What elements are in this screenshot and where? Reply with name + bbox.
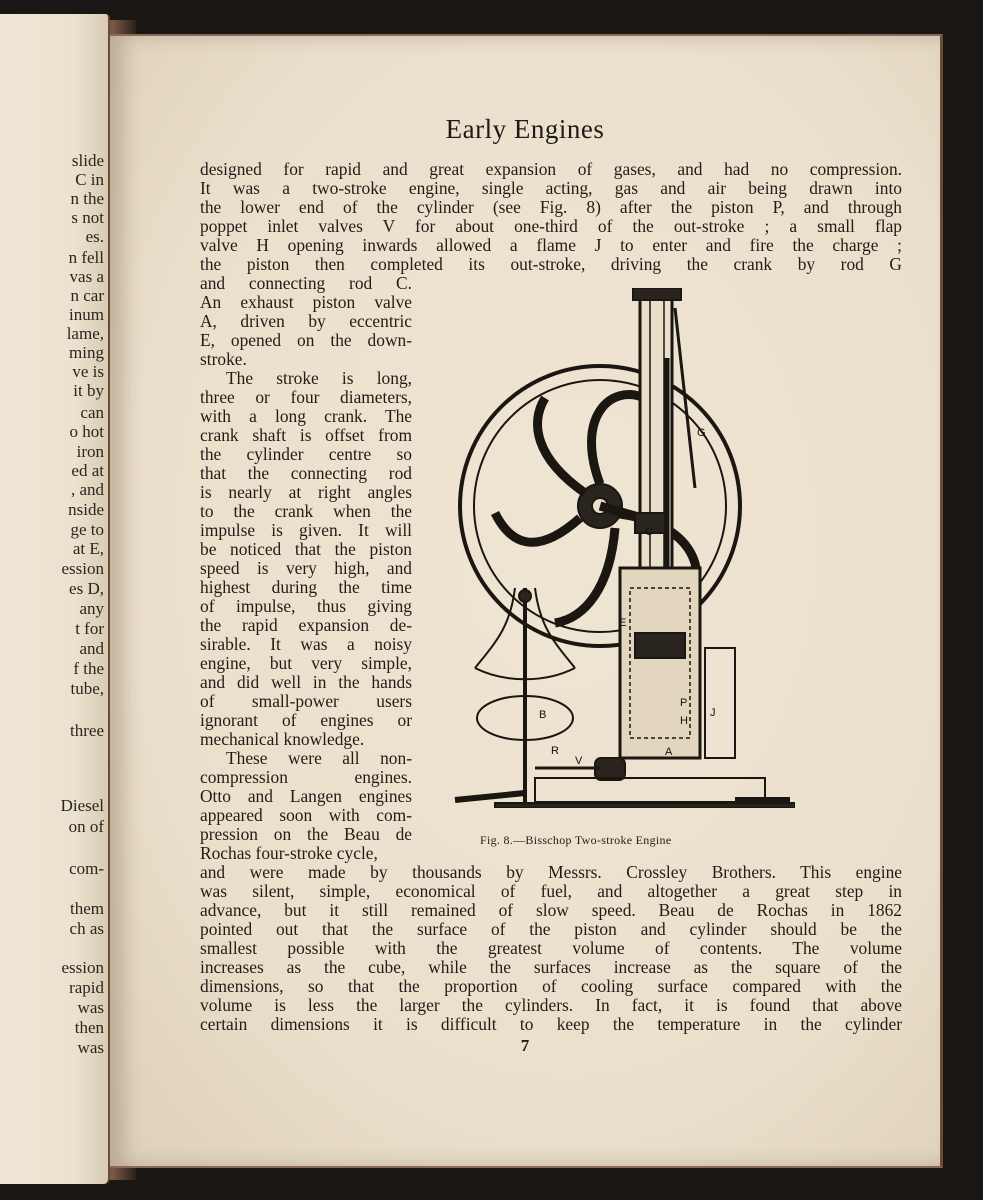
text-line: appeared soon with com- (200, 805, 412, 825)
left-fragment: es D, (69, 579, 104, 598)
figure-label-a: A (665, 746, 673, 758)
text-line: the cylinder centre so (200, 444, 412, 464)
text-line: Rochas four-stroke cycle, (200, 843, 378, 863)
text-line: valve H opening inwards allowed a flame J to enter and fire the charge ; (200, 235, 902, 255)
left-fragment: lame, (66, 324, 104, 343)
figure-label-h: H (680, 715, 688, 727)
text-line: and did well in the hands (200, 672, 412, 692)
left-fragment: n the (70, 189, 104, 208)
text-line: A, driven by eccentric (200, 311, 412, 331)
left-fragment: iron (76, 442, 104, 461)
left-fragment: on of (68, 817, 104, 836)
left-fragment: then (74, 1018, 104, 1037)
left-fragment: Diesel (60, 796, 104, 815)
page-number: 7 (520, 1036, 530, 1055)
text-line: poppet inlet valves V for about one-third of the out-stroke ; a small flap (200, 216, 902, 236)
text-line: pointed out that the surface of the piston and cylinder should be the (200, 919, 902, 939)
text-line: dimensions, so that the proportion of cooling surface compared with the (200, 976, 902, 996)
text-line: of impulse, thus giving (200, 596, 412, 616)
text-line: of small-power users (200, 691, 412, 711)
left-page (0, 14, 110, 1184)
text-line: engine, but very simple, (200, 653, 412, 673)
figure-label-r: R (551, 745, 559, 757)
left-fragment: C in (75, 170, 104, 189)
text-line: Otto and Langen engines (200, 786, 412, 806)
left-fragment: tube, (70, 679, 104, 698)
text-line: designed for rapid and great expansion of gases, and had no compression. (200, 159, 902, 179)
text-line: that the connecting rod (200, 463, 412, 483)
text-line: E, opened on the down- (200, 330, 412, 350)
left-fragment: es. (85, 227, 104, 246)
left-fragment: inum (69, 305, 104, 324)
left-fragment: ge to (70, 520, 104, 539)
left-fragment: nside (68, 500, 104, 519)
figure-label-j: J (710, 707, 716, 719)
text-line: was silent, simple, economical of fuel, and altogether a great step in (200, 881, 902, 901)
text-line: The stroke is long, (226, 368, 412, 388)
right-page (110, 34, 943, 1168)
text-line: advance, but it still remained of slow speed. Beau de Rochas in 1862 (200, 900, 902, 920)
text-line: the rapid expansion de- (200, 615, 412, 635)
left-fragment: t for (75, 619, 104, 638)
figure-label-c: C (645, 526, 653, 538)
left-fragment: o hot (69, 422, 104, 441)
left-fragment: at E, (72, 539, 104, 558)
left-fragment: slide (71, 151, 104, 170)
figure-label-g: G (697, 427, 706, 439)
figure-label-e: E (619, 617, 627, 629)
left-fragment: n car (70, 286, 104, 305)
text-line: to the crank when the (200, 501, 412, 521)
text-line: and were made by thousands by Messrs. Crossley Brothers. This engine (200, 862, 902, 882)
left-fragment: vas a (69, 267, 104, 286)
text-line: three or four diameters, (200, 387, 412, 407)
left-fragment: any (79, 599, 104, 618)
figure-label-b: B (539, 709, 547, 721)
text-line: compression engines. (200, 767, 412, 787)
figure-label-p: P (680, 697, 688, 709)
left-fragment: was (77, 998, 104, 1017)
text-line: certain dimensions it is difficult to keep the temperature in the cylinder (200, 1014, 902, 1034)
left-fragment: , and (70, 480, 104, 499)
left-fragment: it by (73, 381, 104, 400)
text-line: is nearly at right angles (200, 482, 412, 502)
left-fragment: and (79, 639, 104, 658)
text-line: the lower end of the cylinder (see Fig. 8) after the piston P, and through (200, 197, 902, 217)
text-line: with a long crank. The (200, 406, 412, 426)
left-fragment: n fell (68, 248, 104, 267)
text-line: and connecting rod C. (200, 273, 412, 293)
engine-figure (435, 288, 795, 808)
text-line: speed is very high, and (200, 558, 412, 578)
text-line: crank shaft is offset from (200, 425, 412, 445)
figure-caption: Fig. 8.—Bisschop Two-stroke Engine (480, 833, 672, 847)
text-line: mechanical knowledge. (200, 729, 365, 749)
text-line: It was a two-stroke engine, single acting, gas and air being drawn into (200, 178, 902, 198)
text-line: the piston then completed its out-stroke, driving the crank by rod G (200, 254, 902, 274)
left-fragment: ch as (69, 919, 104, 938)
left-fragment: rapid (69, 978, 104, 997)
text-line: smallest possible with the greatest volume of contents. The volume (200, 938, 902, 958)
left-fragment: three (70, 721, 104, 740)
left-fragment: ming (69, 343, 104, 362)
left-fragment: com- (69, 859, 104, 878)
text-line: increases as the cube, while the surfaces increase as the square of the (200, 957, 902, 977)
text-line: These were all non- (226, 748, 412, 768)
left-fragment: ve is (72, 362, 104, 381)
left-fragment: them (70, 899, 104, 918)
left-fragment: ession (61, 559, 104, 578)
text-line: pression on the Beau de (200, 824, 412, 844)
text-line: ignorant of engines or (200, 710, 412, 730)
text-line: volume is less the larger the cylinders. In fact, it is found that above (200, 995, 902, 1015)
left-fragment: ed at (71, 461, 104, 480)
text-line: sirable. It was a noisy (200, 634, 412, 654)
left-fragment: was (77, 1038, 104, 1057)
left-fragment: can (80, 403, 104, 422)
text-line: An exhaust piston valve (200, 292, 412, 312)
cylinder-body (620, 568, 700, 758)
page-title: Early Engines (445, 114, 605, 144)
left-fragment: f the (73, 659, 104, 678)
text-line: highest during the time (200, 577, 412, 597)
left-fragment: ession (61, 958, 104, 977)
text-line: impulse is given. It will (200, 520, 412, 540)
figure-label-v: V (575, 755, 583, 767)
text-line: stroke. (200, 349, 247, 369)
left-fragment: s not (71, 208, 104, 227)
text-line: be noticed that the piston (200, 539, 412, 559)
